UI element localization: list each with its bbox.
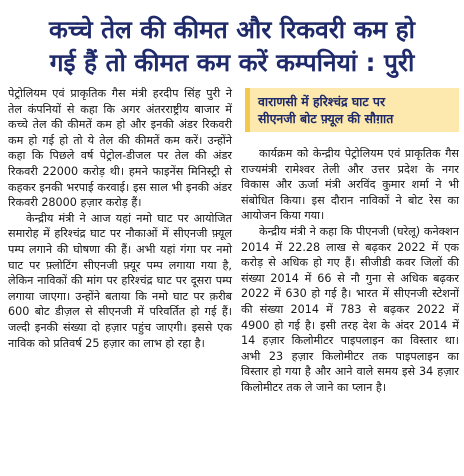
- right-paragraph-2: केन्द्रीय मंत्री ने कहा कि पीएनजी (घरेलू) कनेक्शन 2014 में 22.28 लाख से बढ़कर 2022 में एक करोड़ से अधिक हो गए हैं। सीजीडी कवर जिलों की संख्या 2014 में 66 से नौ गुना से अधिक बढ़कर 2022 में 630 हो गई है। भारत में सीएनजी स्टेशनों की संख्या 2014 में 783 से बढ़कर 2022 में 4900 हो गई है। इसी तरह देश के अंदर 2014 में 14 हज़ार किलोमीटर पाइपलाइन का विस्तार था। अभी 23 हज़ार किलोमीटर तक पाइपलाइन का विस्तार हो गया है और आने वाले समय इसे 34 हज़ार किलोमीटर तक ले जाने का प्लान है।: [241, 224, 459, 394]
- subheadline-box: [245, 88, 459, 132]
- left-paragraph-1: पेट्रोलियम एवं प्राकृतिक गैस मंत्री हरदीप सिंह पुरी ने तेल कंपनियों से कहा कि अगर अंतरराष्ट्रीय बाजार में कच्चे तेल की कीमतें कम हो और इनकी अंडर रिकवरी कम हो गई हो तो ये तेल की कीमतें कम करें। उन्होंने कहा कि पिछले वर्ष पेट्रोल-डीजल पर तेल की अंडर रिकवरी 22000 करोड़ थी। हमने फाइनेंस मिनिस्ट्री से कहकर इनकी भरपाई करवाई। इस साल भी इनकी अंडर रिकवरी 28000 हज़ार करोड़ हैं।: [8, 87, 232, 210]
- left-column: [8, 86, 232, 351]
- right-column: [241, 146, 459, 396]
- subheadline-line-2: सीएनजी बोट फ़्यूल की सौग़ात: [258, 111, 394, 126]
- headline: [0, 0, 464, 79]
- headline-line-1: कच्चे तेल की कीमत और रिकवरी कम हो: [49, 15, 415, 44]
- headline-line-2: गई हैं तो कीमत कम करें कम्पनियां : पुरी: [49, 48, 415, 77]
- right-paragraph-1: कार्यक्रम को केन्द्रीय पेट्रोलियम एवं प्राकृतिक गैस राज्यमंत्री रामेश्वर तेली और उत्तर प्रदेश के नगर विकास और ऊर्जा मंत्री अरविंद कुमार शर्मा ने भी संबोधित किया। इस दौरान नाविकों ने बोट रेस का आयोजन किया गया।: [241, 147, 459, 223]
- subheadline-line-1: वाराणसी में हरिश्चंद्र घाट पर: [258, 94, 386, 109]
- left-paragraph-2: केन्द्रीय मंत्री ने आज यहां नमो घाट पर आयोजित समारोह में हरिश्चंद्र घाट पर नौकाओं में सीएनजी फ़्यूल पम्प लगाने की घोषणा की हैं। अभी यहां गंगा पर नमो घाट पर फ़्लोटिंग सीएनजी फ़्यूर पम्प लगाया गया है, लेकिन नाविकों की मांग पर हरिश्चंद्र घाट पर दूसरा पम्प लगाया जाएगा। उन्होंने बताया कि नमो घाट पर क़रीब 600 बोट डीज़ल से सीएनजी में परिवर्तित हो गई हैं। जल्दी इनकी संख्या दो हज़ार पहुंच जाएगी। इससे एक नाविक को प्रतिवर्ष 25 हज़ार का लाभ हो रहा है।: [8, 211, 232, 350]
